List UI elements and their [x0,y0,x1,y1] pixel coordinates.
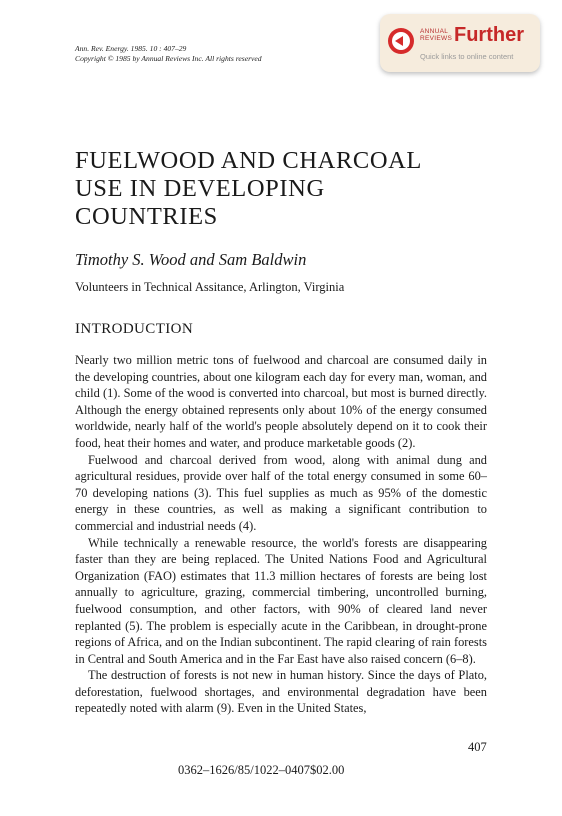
quick-links-subtitle: Quick links to online content [420,52,514,61]
authors: Timothy S. Wood and Sam Baldwin [75,250,307,269]
citation-line-1: Ann. Rev. Energy. 1985. 10 : 407–29 [75,44,187,53]
paragraph: The destruction of forests is not new in human history. Since the days of Plato, deforestation, fuelwood shortages, and environmental degradation have been repeatedly noted with alarm (9). Even in the United States, [75,668,487,716]
body-text [75,352,487,717]
citation-line-2: Copyright © 1985 by Annual Reviews Inc. All rights reserved [75,54,262,63]
title-line: COUNTRIES [75,203,218,230]
paragraph: Nearly two million metric tons of fuelwood and charcoal are consumed daily in the developing countries, about one kilogram each day for every man, woman, and child (1). Some of the wood is converted into charcoal, but most is burned directly. Although the energy obtained represents only about 10% of the energy consumed worldwide, nearly half of the world's people absolutely depend on it to cook their food, heat their homes and water, and produce marketable goods (2). [75,353,487,450]
paragraph: Fuelwood and charcoal derived from wood, along with animal dung and agricultural residues, provide over half of the total energy consumed in some 60–70 developing nations (3). This fuel supplies as much as 95% of the domestic energy in these countries, as well as making a significant contribution to commercial and industrial needs (4). [75,452,487,533]
page-number: 407 [468,740,487,754]
section-heading: INTRODUCTION [75,321,194,337]
article-title [75,147,495,231]
further-links-banner[interactable] [380,14,540,72]
article-code: 0362–1626/85/1022–0407$02.00 [178,763,345,777]
paragraph: While technically a renewable resource, the world's forests are disappearing faster than they are being replaced. The United Nations Food and Agricultural Organization (FAO) estimates that 11.3 million hectares of forests are being lost annually to agriculture, grazing, commercial timbering, uncontrolled burning, fuelwood consumption, and other factors, with 90% of cleared land never replanted (5). The problem is especially acute in the Caribbean, in drought-prone regions of Africa, and on the Indian subcontinent. The rapid clearing of rain forests in Central and South America and in the Far East have also raised concern (6–8). [75,535,487,666]
annual-reviews-brand: ANNUAL REVIEWS [420,28,453,42]
title-line: FUELWOOD AND CHARCOAL [75,147,422,174]
play-back-circle-icon [388,28,414,54]
further-label: Further [454,24,524,46]
title-line: USE IN DEVELOPING [75,175,325,202]
affiliation: Volunteers in Technical Assitance, Arlington, Virginia [75,280,345,294]
journal-citation [75,44,262,64]
